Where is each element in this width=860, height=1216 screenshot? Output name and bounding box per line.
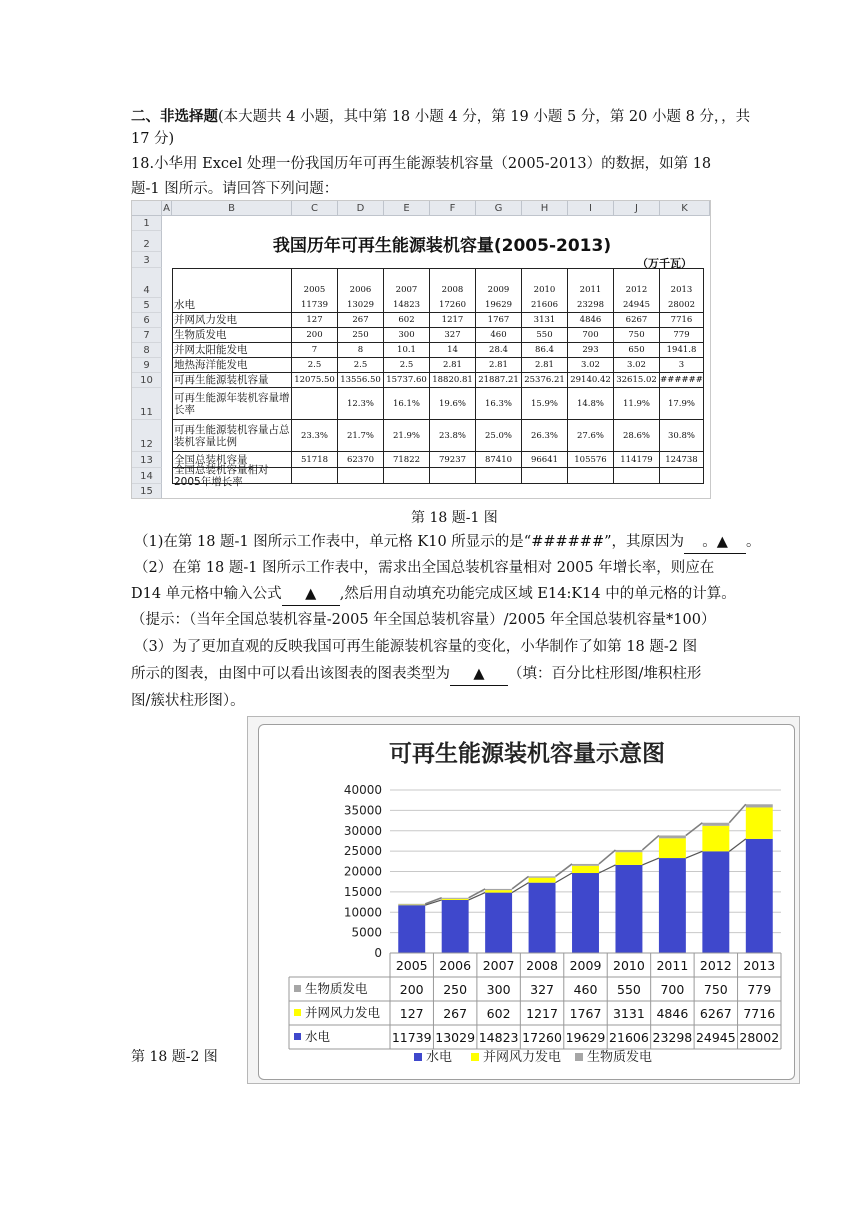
data-cell: 2.5 bbox=[338, 358, 384, 373]
row-label: 生物质发电 bbox=[172, 328, 292, 343]
category-label: 2005 bbox=[395, 958, 428, 973]
q18-intro-line2: 题-1 图所示。请回答下列问题： bbox=[131, 181, 339, 197]
data-cell: 86.4 bbox=[522, 343, 568, 358]
row-label: 并网太阳能发电 bbox=[172, 343, 292, 358]
bar-wind bbox=[572, 866, 599, 873]
row-header: 6 bbox=[132, 313, 162, 328]
data-cell: 96641 bbox=[522, 452, 568, 468]
data-cell: 17.9% bbox=[660, 388, 704, 420]
data-cell: 2.81 bbox=[522, 358, 568, 373]
figure1-caption: 第 18 题-1 图 bbox=[411, 510, 498, 526]
data-cell: 25376.21 bbox=[522, 373, 568, 388]
y-tick-label: 20000 bbox=[343, 864, 382, 879]
column-header: I bbox=[568, 201, 614, 216]
data-cell bbox=[338, 468, 384, 484]
sheet-title: 我国历年可再生能源装机容量(2005-2013) bbox=[272, 236, 612, 256]
row-header: 7 bbox=[132, 328, 162, 343]
row-label: 全国总装机容量 bbox=[172, 452, 292, 468]
data-cell: 14823 bbox=[384, 298, 430, 313]
bar-biomass bbox=[659, 835, 686, 838]
bar-hydro bbox=[442, 900, 469, 953]
row-header: 2 bbox=[132, 231, 162, 252]
data-cell: 13029 bbox=[338, 298, 384, 313]
column-header: K bbox=[660, 201, 710, 216]
data-cell bbox=[568, 468, 614, 484]
bar-wind bbox=[615, 852, 642, 865]
table-value: 700 bbox=[660, 982, 685, 997]
y-tick-label: 25000 bbox=[343, 844, 382, 859]
data-cell bbox=[614, 468, 660, 484]
category-label: 2007 bbox=[482, 958, 515, 973]
row-header: 10 bbox=[132, 373, 162, 388]
question-3-text: 所示的图表，由图中可以看出该图表的图表类型为 bbox=[131, 666, 450, 682]
data-cell: 16.1% bbox=[384, 388, 430, 420]
legend-key bbox=[575, 1053, 583, 1061]
table-value: 28002 bbox=[739, 1030, 780, 1045]
bar-hydro bbox=[485, 893, 512, 953]
data-cell: 1217 bbox=[430, 313, 476, 328]
row-label: 水电 bbox=[172, 298, 292, 313]
answer-blank-1-lead: 。 bbox=[702, 534, 717, 550]
row-label: 地热海洋能发电 bbox=[172, 358, 292, 373]
bar-biomass bbox=[746, 804, 773, 807]
data-cell: 17260 bbox=[430, 298, 476, 313]
column-header: G bbox=[476, 201, 522, 216]
data-cell: 23298 bbox=[568, 298, 614, 313]
section-heading bbox=[131, 106, 750, 128]
bar-biomass bbox=[615, 850, 642, 852]
bar-biomass bbox=[702, 823, 729, 826]
section-heading-rest: (本大题共 4 小题，其中第 18 小题 4 分，第 19 小题 5 分，第 20 小题 8 分，，共 bbox=[218, 109, 751, 125]
bar-biomass bbox=[398, 904, 425, 905]
table-value: 19629 bbox=[565, 1030, 606, 1045]
category-label: 2008 bbox=[526, 958, 558, 973]
data-cell: 3 bbox=[660, 358, 704, 373]
data-cell: 250 bbox=[338, 328, 384, 343]
table-value: 127 bbox=[399, 1006, 424, 1021]
answer-blank-2[interactable]: ▲ bbox=[282, 583, 340, 606]
row-header: 8 bbox=[132, 343, 162, 358]
category-label: 2012 bbox=[699, 958, 732, 973]
answer-blank-1[interactable] bbox=[684, 531, 746, 554]
data-cell: 327 bbox=[430, 328, 476, 343]
bar-biomass bbox=[529, 876, 556, 877]
year-header: 2008 bbox=[430, 268, 476, 313]
section-heading-bold: 二、非选择题 bbox=[131, 108, 218, 125]
data-cell: 24945 bbox=[614, 298, 660, 313]
series-line bbox=[642, 858, 659, 865]
y-tick-label: 15000 bbox=[343, 884, 382, 899]
table-series-name: 生物质发电 bbox=[305, 981, 368, 996]
bar-biomass bbox=[485, 889, 512, 890]
category-label: 2011 bbox=[656, 958, 689, 973]
data-cell: 29140.42 bbox=[568, 373, 614, 388]
series-line bbox=[729, 804, 746, 822]
bar-wind bbox=[442, 899, 469, 900]
data-cell: 7 bbox=[292, 343, 338, 358]
table-series-name: 水电 bbox=[305, 1029, 331, 1044]
table-value: 250 bbox=[443, 982, 468, 997]
bar-hydro bbox=[746, 839, 773, 953]
table-value: 300 bbox=[486, 982, 511, 997]
data-cell: 15737.60 bbox=[384, 373, 430, 388]
data-cell: 30.8% bbox=[660, 420, 704, 452]
question-2: （2）在第 18 题-1 图所示工作表中，需求出全国总装机容量相对 2005 年增长率，则应在 bbox=[134, 560, 715, 576]
data-cell: 300 bbox=[384, 328, 430, 343]
q18-intro-line1: 18.小华用 Excel 处理一份我国历年可再生能源装机容量（2005-2013）的数据，如第 18 bbox=[131, 156, 712, 172]
bar-hydro bbox=[615, 865, 642, 953]
question-2-formula-text: D14 单元格中输入公式 bbox=[131, 586, 282, 602]
data-cell: 15.9% bbox=[522, 388, 568, 420]
bar-hydro bbox=[529, 883, 556, 953]
chart-figure bbox=[247, 716, 800, 1084]
row-header: 13 bbox=[132, 452, 162, 468]
question-3-options: （填：百分比柱形图/堆积柱形 bbox=[508, 666, 702, 682]
data-cell: 1941.8 bbox=[660, 343, 704, 358]
table-value: 14823 bbox=[478, 1030, 519, 1045]
data-cell: 25.0% bbox=[476, 420, 522, 452]
bar-wind bbox=[398, 905, 425, 906]
legend-key bbox=[414, 1053, 422, 1061]
table-value: 13029 bbox=[435, 1030, 476, 1045]
data-cell: 779 bbox=[660, 328, 704, 343]
series-line bbox=[686, 851, 703, 858]
data-cell: 2.81 bbox=[476, 358, 522, 373]
data-cell: 12075.50 bbox=[292, 373, 338, 388]
data-cell: 2.81 bbox=[430, 358, 476, 373]
data-cell: 28.6% bbox=[614, 420, 660, 452]
table-value: 460 bbox=[573, 982, 598, 997]
legend-key bbox=[471, 1053, 479, 1061]
data-cell: 13556.50 bbox=[338, 373, 384, 388]
data-cell: 18820.81 bbox=[430, 373, 476, 388]
question-2-hint: （提示：（当年全国总装机容量-2005 年全国总装机容量）/2005 年全国总装机容量*100） bbox=[131, 612, 716, 628]
column-header: F bbox=[430, 201, 476, 216]
data-cell bbox=[430, 468, 476, 484]
category-label: 2010 bbox=[613, 958, 645, 973]
table-value: 779 bbox=[747, 982, 772, 997]
data-cell bbox=[292, 468, 338, 484]
question-3: （3）为了更加直观的反映我国可再生能源装机容量的变化，小华制作了如第 18 题-2 图 bbox=[134, 639, 698, 655]
data-cell: 7716 bbox=[660, 313, 704, 328]
data-cell: 32615.02 bbox=[614, 373, 660, 388]
column-header: A bbox=[162, 201, 172, 216]
data-cell: 21606 bbox=[522, 298, 568, 313]
table-value: 6267 bbox=[699, 1006, 732, 1021]
row-header: 9 bbox=[132, 358, 162, 373]
data-cell: 14 bbox=[430, 343, 476, 358]
data-cell: 8 bbox=[338, 343, 384, 358]
bar-wind bbox=[485, 890, 512, 892]
series-line bbox=[642, 835, 659, 849]
row-label: 全国总装机容量相对2005年增长率 bbox=[172, 468, 292, 484]
y-tick-label: 10000 bbox=[343, 905, 382, 920]
data-cell: 127 bbox=[292, 313, 338, 328]
data-cell: 87410 bbox=[476, 452, 522, 468]
year-header: 2006 bbox=[338, 268, 384, 313]
column-header: J bbox=[614, 201, 660, 216]
data-cell: 71822 bbox=[384, 452, 430, 468]
column-header: D bbox=[338, 201, 384, 216]
table-value: 17260 bbox=[522, 1030, 562, 1045]
row-header: 14 bbox=[132, 468, 162, 484]
data-cell: ###### bbox=[660, 373, 704, 388]
data-cell: 51718 bbox=[292, 452, 338, 468]
data-cell: 3131 bbox=[522, 313, 568, 328]
row-header: 4 bbox=[132, 268, 162, 298]
bar-wind bbox=[529, 878, 556, 883]
table-value: 4846 bbox=[656, 1006, 689, 1021]
row-label: 可再生能源年装机容量增长率 bbox=[172, 388, 292, 420]
table-value: 267 bbox=[443, 1006, 468, 1021]
year-header: 2007 bbox=[384, 268, 430, 313]
data-cell: 11.9% bbox=[614, 388, 660, 420]
table-value: 750 bbox=[703, 982, 728, 997]
section-heading-cont: 17 分) bbox=[131, 131, 175, 147]
table-legend-key bbox=[294, 985, 301, 992]
data-cell: 602 bbox=[384, 313, 430, 328]
data-cell bbox=[292, 388, 338, 420]
answer-blank-1-mark: ▲ bbox=[716, 534, 728, 550]
data-cell: 28.4 bbox=[476, 343, 522, 358]
table-value: 1767 bbox=[569, 1006, 602, 1021]
bar-wind bbox=[746, 807, 773, 838]
y-tick-label: 5000 bbox=[351, 925, 382, 940]
bar-wind bbox=[659, 838, 686, 858]
y-tick-label: 35000 bbox=[343, 803, 382, 818]
question-1-end: 。 bbox=[746, 534, 761, 550]
data-cell: 700 bbox=[568, 328, 614, 343]
data-cell bbox=[522, 468, 568, 484]
row-header: 12 bbox=[132, 420, 162, 452]
data-cell: 23.3% bbox=[292, 420, 338, 452]
data-cell: 4846 bbox=[568, 313, 614, 328]
data-cell: 16.3% bbox=[476, 388, 522, 420]
year-header: 2013 bbox=[660, 268, 704, 313]
data-cell: 19629 bbox=[476, 298, 522, 313]
data-cell: 28002 bbox=[660, 298, 704, 313]
year-header: 2009 bbox=[476, 268, 522, 313]
series-line bbox=[686, 823, 703, 836]
legend-label: 并网风力发电 bbox=[483, 1050, 562, 1065]
table-legend-key bbox=[294, 1009, 301, 1016]
data-cell: 460 bbox=[476, 328, 522, 343]
row-label: 并网风力发电 bbox=[172, 313, 292, 328]
table-value: 602 bbox=[486, 1006, 511, 1021]
question-3-end: 图/簇状柱形图）。 bbox=[131, 693, 245, 709]
data-cell: 2.5 bbox=[384, 358, 430, 373]
data-cell: 650 bbox=[614, 343, 660, 358]
data-cell: 21.9% bbox=[384, 420, 430, 452]
table-value: 3131 bbox=[613, 1006, 645, 1021]
question-1 bbox=[134, 531, 761, 554]
row-label: 可再生能源装机容量占总装机容量比例 bbox=[172, 420, 292, 452]
question-2-fill-text: ,然后用自动填充功能完成区域 E14:K14 中的单元格的计算。 bbox=[339, 586, 736, 602]
category-label: 2013 bbox=[743, 958, 776, 973]
table-value: 21606 bbox=[609, 1030, 649, 1045]
data-cell: 124738 bbox=[660, 452, 704, 468]
year-header: 2005 bbox=[292, 268, 338, 313]
data-cell: 200 bbox=[292, 328, 338, 343]
table-value: 550 bbox=[617, 982, 641, 997]
row-header: 15 bbox=[132, 484, 162, 499]
data-cell bbox=[384, 468, 430, 484]
year-header: 2011 bbox=[568, 268, 614, 313]
y-tick-label: 0 bbox=[374, 946, 382, 960]
data-cell: 2.5 bbox=[292, 358, 338, 373]
data-cell: 79237 bbox=[430, 452, 476, 468]
corner-cell bbox=[132, 201, 162, 216]
data-cell: 14.8% bbox=[568, 388, 614, 420]
data-cell: 27.6% bbox=[568, 420, 614, 452]
stacked-column-chart bbox=[259, 725, 796, 1081]
data-cell: 11739 bbox=[292, 298, 338, 313]
row-header: 1 bbox=[132, 216, 162, 231]
column-header: H bbox=[522, 201, 568, 216]
table-legend-key bbox=[294, 1033, 301, 1040]
data-cell: 1767 bbox=[476, 313, 522, 328]
data-cell: 62370 bbox=[338, 452, 384, 468]
bar-wind bbox=[702, 826, 729, 852]
data-cell: 550 bbox=[522, 328, 568, 343]
figure2-caption: 第 18 题-2 图 bbox=[131, 1049, 218, 1065]
series-line bbox=[599, 850, 616, 864]
data-cell bbox=[476, 468, 522, 484]
row-header: 3 bbox=[132, 252, 162, 268]
data-cell: 21.7% bbox=[338, 420, 384, 452]
bar-biomass bbox=[442, 898, 469, 899]
table-value: 24945 bbox=[695, 1030, 736, 1045]
table-series-name: 并网风力发电 bbox=[305, 1005, 381, 1020]
table-value: 327 bbox=[530, 982, 554, 997]
data-cell: 114179 bbox=[614, 452, 660, 468]
column-header: E bbox=[384, 201, 430, 216]
data-cell: 10.1 bbox=[384, 343, 430, 358]
question-2-formula bbox=[131, 583, 736, 606]
sheet-unit: （万千瓦） bbox=[637, 257, 692, 270]
year-header: 2010 bbox=[522, 268, 568, 313]
row-label: 可再生能源装机容量 bbox=[172, 373, 292, 388]
data-cell: 267 bbox=[338, 313, 384, 328]
question-3-cont bbox=[131, 663, 701, 686]
chart-area bbox=[258, 724, 795, 1080]
chart-title: 可再生能源装机容量示意图 bbox=[389, 741, 665, 767]
bar-biomass bbox=[572, 864, 599, 866]
table-value: 7716 bbox=[743, 1006, 776, 1021]
data-cell: 105576 bbox=[568, 452, 614, 468]
bar-hydro bbox=[659, 858, 686, 953]
legend-label: 水电 bbox=[426, 1050, 453, 1065]
data-cell: 19.6% bbox=[430, 388, 476, 420]
data-cell: 21887.21 bbox=[476, 373, 522, 388]
table-value: 200 bbox=[399, 982, 424, 997]
answer-blank-3[interactable]: ▲ bbox=[450, 663, 508, 686]
bar-hydro bbox=[398, 905, 425, 953]
category-label: 2009 bbox=[569, 958, 602, 973]
row-header: 11 bbox=[132, 388, 162, 420]
legend-label: 生物质发电 bbox=[587, 1050, 653, 1065]
column-header: C bbox=[292, 201, 338, 216]
question-1-text: （1)在第 18 题-1 图所示工作表中，单元格 K10 所显示的是“######”，其原因为 bbox=[134, 534, 685, 550]
row-header: 5 bbox=[132, 298, 162, 313]
bar-hydro bbox=[702, 851, 729, 953]
category-label: 2006 bbox=[439, 958, 472, 973]
table-value: 23298 bbox=[652, 1030, 693, 1045]
series-line bbox=[729, 839, 746, 851]
data-cell: 12.3% bbox=[338, 388, 384, 420]
y-tick-label: 30000 bbox=[343, 823, 382, 838]
data-cell: 3.02 bbox=[568, 358, 614, 373]
data-cell: 750 bbox=[614, 328, 660, 343]
data-cell: 3.02 bbox=[614, 358, 660, 373]
table-value: 1217 bbox=[526, 1006, 558, 1021]
data-cell: 26.3% bbox=[522, 420, 568, 452]
spreadsheet-figure bbox=[131, 200, 711, 499]
table-value: 11739 bbox=[391, 1030, 432, 1045]
data-cell bbox=[660, 468, 704, 484]
data-cell: 23.8% bbox=[430, 420, 476, 452]
bar-hydro bbox=[572, 873, 599, 953]
y-tick-label: 40000 bbox=[343, 783, 382, 797]
data-cell: 6267 bbox=[614, 313, 660, 328]
column-header: B bbox=[172, 201, 292, 216]
year-header: 2012 bbox=[614, 268, 660, 313]
data-cell: 293 bbox=[568, 343, 614, 358]
